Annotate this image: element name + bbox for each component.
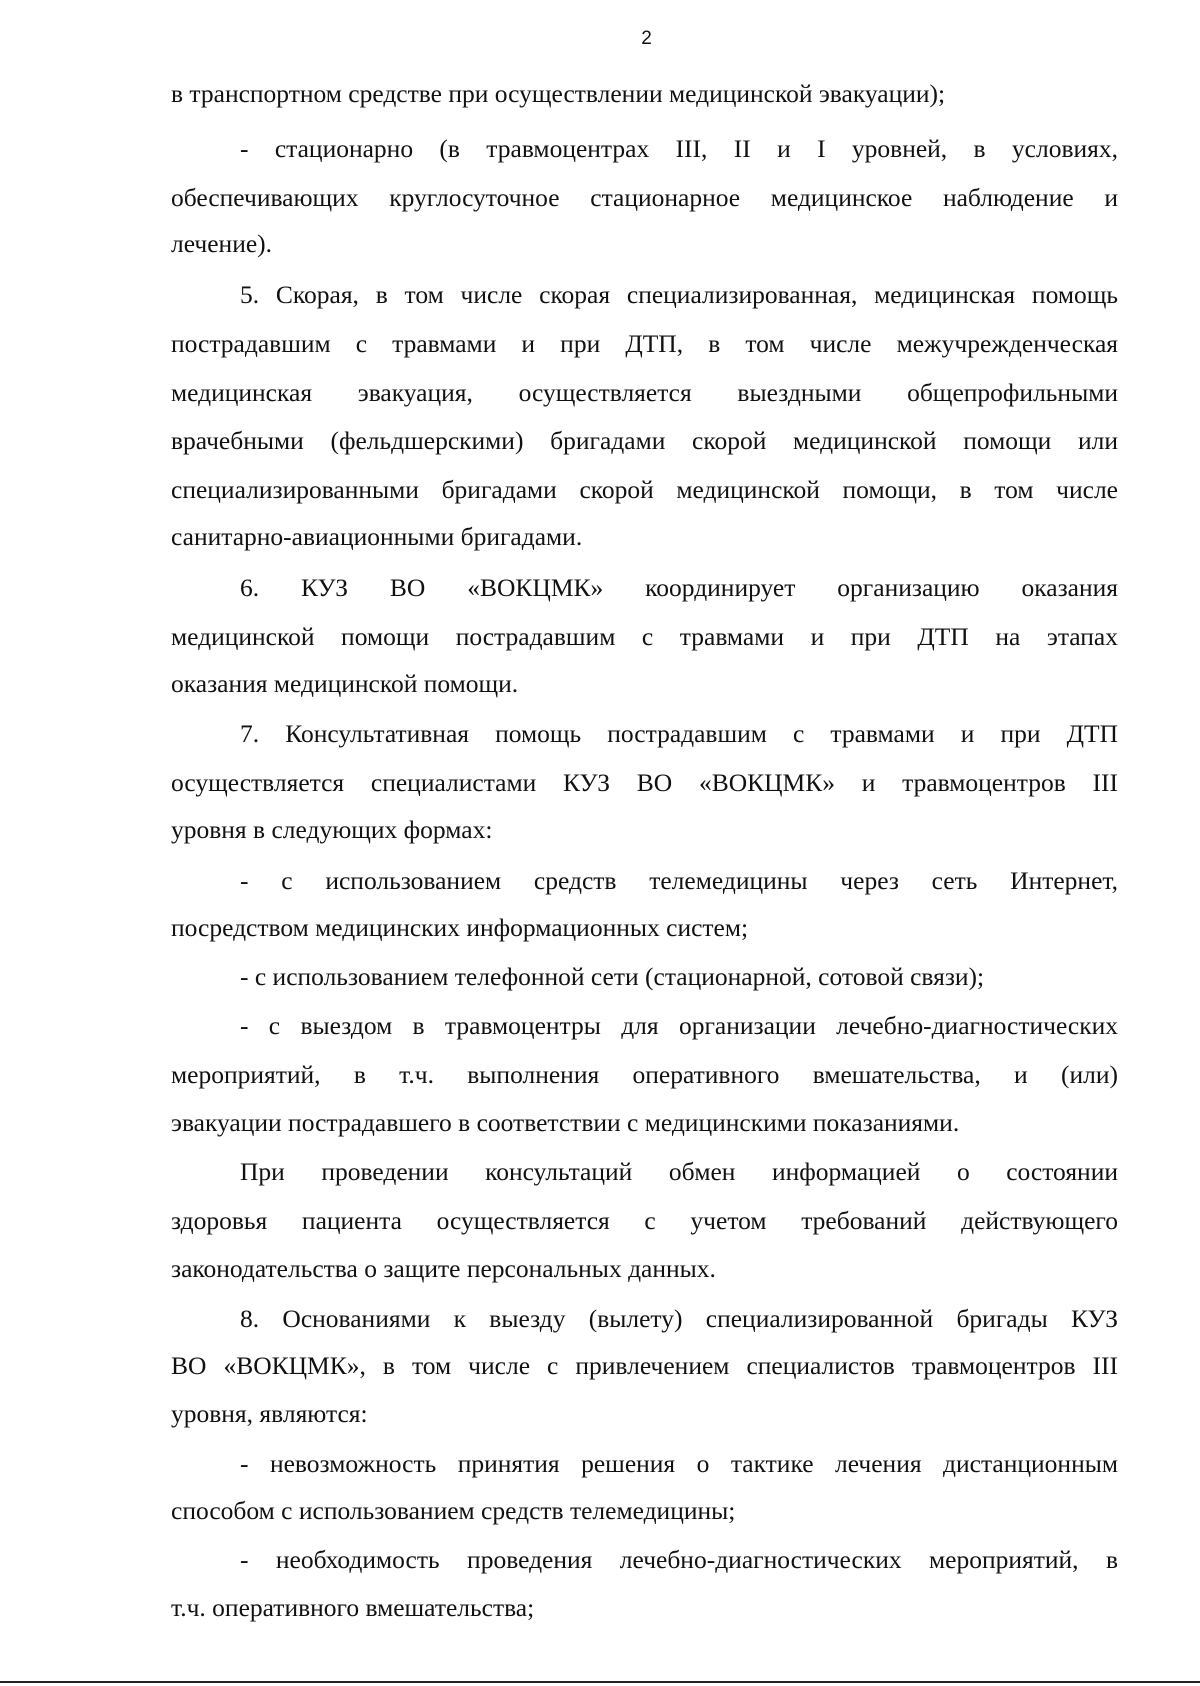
text-line: специализированными бригадами скорой медицинской помощи, в том числе (171, 475, 1118, 504)
text-line: медицинской помощи пострадавшим с травмами и при ДТП на этапах (171, 622, 1118, 651)
text-line: При проведении консультаций обмен информацией о состоянии (240, 1157, 1118, 1186)
text-line: обеспечивающих круглосуточное стационарное медицинское наблюдение и (171, 183, 1118, 212)
text-line: санитарно-авиационными бригадами. (171, 522, 583, 551)
text-line: уровня в следующих формах: (171, 815, 493, 844)
text-line: врачебными (фельдшерскими) бригадами скорой медицинской помощи или (171, 426, 1118, 455)
text-line: ВО «ВОКЦМК», в том числе с привлечением специалистов травмоцентров III (171, 1351, 1118, 1380)
text-line: законодательства о защите персональных данных. (171, 1254, 716, 1283)
text-line: посредством медицинских информационных систем; (171, 913, 749, 942)
text-line: 6. КУЗ ВО «ВОКЦМК» координирует организацию оказания (240, 573, 1118, 602)
text-line: уровня, являются: (171, 1399, 368, 1428)
text-line: - стационарно (в травмоцентрах III, II и I уровней, в условиях, (240, 134, 1118, 163)
text-line: мероприятий, в т.ч. выполнения оперативного вмешательства, и (или) (171, 1060, 1118, 1089)
page-number: 2 (641, 28, 652, 49)
text-line: оказания медицинской помощи. (171, 669, 519, 698)
text-line: 5. Скорая, в том числе скорая специализированная, медицинская помощь (240, 280, 1118, 309)
text-line: осуществляется специалистами КУЗ ВО «ВОКЦМК» и травмоцентров III (171, 768, 1118, 797)
text-line: - с использованием средств телемедицины через сеть Интернет, (240, 866, 1118, 895)
text-line: т.ч. оперативного вмешательства; (171, 1593, 535, 1622)
text-line: эвакуации пострадавшего в соответствии с медицинскими показаниями. (171, 1108, 960, 1137)
text-line: - с использованием телефонной сети (стационарной, сотовой связи); (240, 962, 985, 991)
text-line: - с выездом в травмоцентры для организации лечебно-диагностических (240, 1011, 1118, 1040)
text-line: пострадавшим с травмами и при ДТП, в том числе межучрежденческая (171, 329, 1118, 358)
text-line: способом с использованием средств телемедицины; (171, 1496, 736, 1525)
page-bottom-rule (0, 1681, 1200, 1683)
text-line: - невозможность принятия решения о тактике лечения дистанционным (240, 1449, 1118, 1478)
text-line: лечение). (171, 229, 273, 258)
text-line: медицинская эвакуация, осуществляется выездными общепрофильными (171, 378, 1118, 407)
text-line: в транспортном средстве при осуществлении медицинской эвакуации); (171, 79, 946, 108)
text-line: - необходимость проведения лечебно-диагностических мероприятий, в (240, 1545, 1118, 1574)
text-line: здоровья пациента осуществляется с учетом требований действующего (171, 1206, 1118, 1235)
text-line: 7. Консультативная помощь пострадавшим с травмами и при ДТП (240, 719, 1118, 748)
text-line: 8. Основаниями к выезду (вылету) специализированной бригады КУЗ (240, 1304, 1118, 1333)
